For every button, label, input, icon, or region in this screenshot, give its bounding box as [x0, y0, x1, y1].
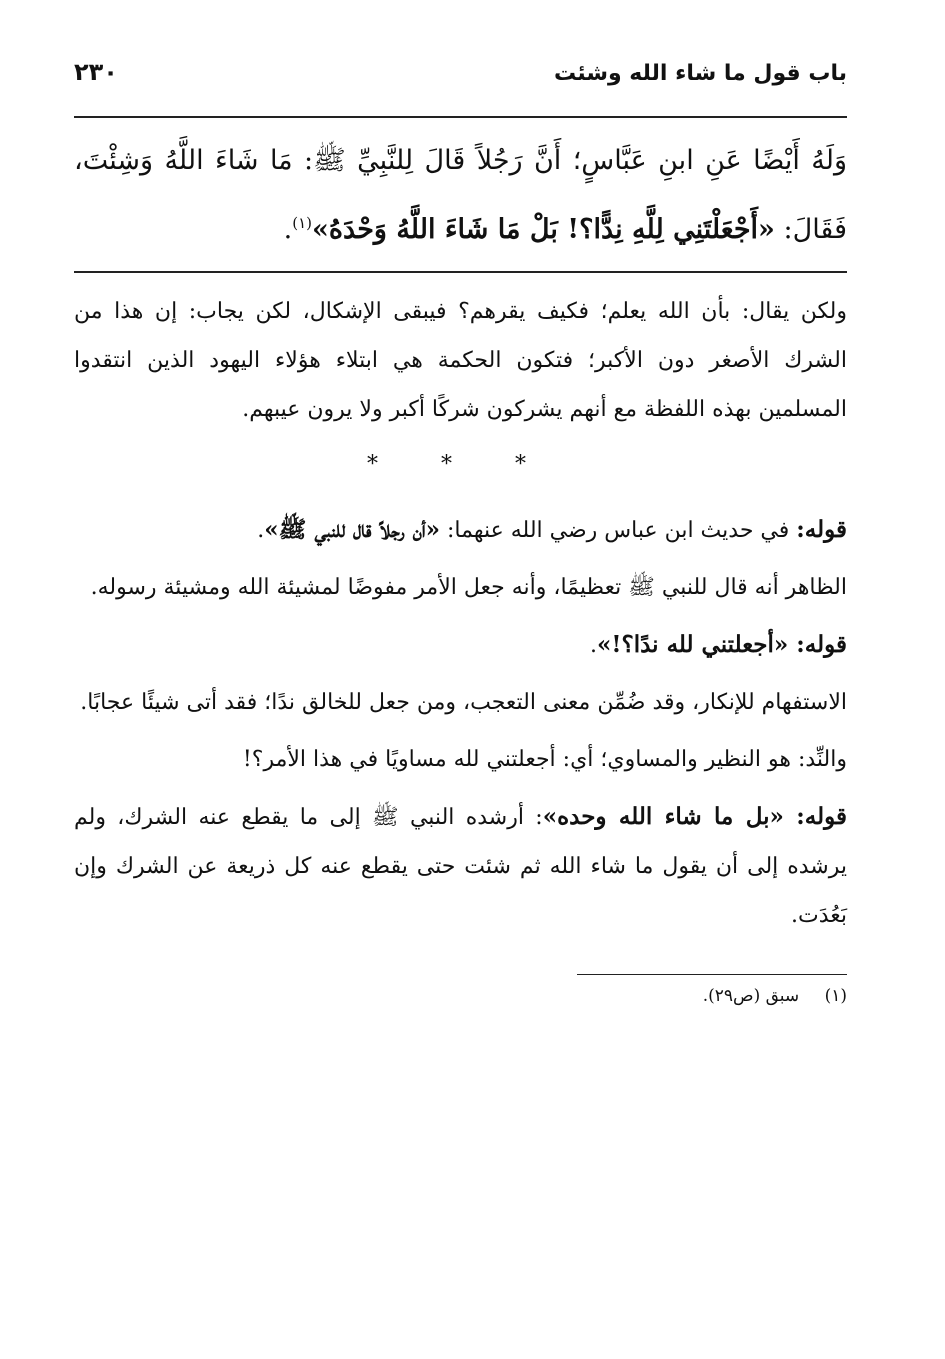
qawluh-label: قوله:: [796, 631, 847, 658]
footnote-text: سبق (ص٢٩).: [702, 986, 800, 1006]
footnote: [74, 983, 847, 1009]
header-rule: [74, 116, 847, 118]
chapter-title: باب قول ما شاء الله وشئت: [554, 61, 847, 86]
hadith-rule: [74, 271, 847, 273]
commentary-paragraph-1: ولكن يقال: بأن الله يعلم؛ فكيف يقرهم؟ فيبقى الإشكال، لكن يجاب: إن هذا من الشرك الأصغر دون الأكبر؛ فتكون الحكمة هي ابتلاء هؤلاء اليهود الذين انتقدوا المسلمين بهذه اللفظة مع أنهم يشركون شركًا أكبر ولا يرون عيبهم.: [74, 299, 847, 422]
qawluh-label: قوله:: [796, 803, 847, 830]
commentary-paragraph-2: قوله: في حديث ابن عباس رضي الله عنهما: «أن رجلاً قال للنبي ﷺ».: [257, 516, 847, 543]
commentary-paragraph-7: قوله: «بل ما شاء الله وحده»: أرشده النبي ﷺ إلى ما يقطع عنه الشرك، ولم يرشده إلى أن يقول ما شاء الله ثم شئت حتى يقطع عنه كل ذريعة عن الشرك وإن بَعُدَت.: [74, 803, 847, 928]
commentary-paragraph-3: الظاهر أنه قال للنبي ﷺ تعظيمًا، وأنه جعل الأمر مفوضًا لمشيئة الله ومشيئة رسوله.: [90, 575, 847, 600]
quoted-text: «أجعلتني لله ندًا؟!»: [597, 631, 797, 658]
footnote-rule: [577, 974, 847, 975]
hadith-text: وَلَهُ أَيْضًا عَنِ ابنِ عَبَّاسٍ؛ أَنَّ رَجُلاً قَالَ لِلنَّبِيِّ ﷺ: مَا شَاءَ اللَّهُ وَشِئْتَ، فَقَالَ: «أَجْعَلْتَنِي لِلَّهِ نِدًّا؟! بَلْ مَا شَاءَ اللَّهُ وَحْدَهُ»$^{(١)}$.: [74, 145, 847, 245]
qawluh-label: قوله:: [796, 516, 847, 543]
page-header: [74, 58, 847, 108]
footnote-ref[interactable]: (١): [292, 214, 312, 232]
hadith-quote: «أَجْعَلْتَنِي لِلَّهِ نِدًّا؟! بَلْ مَا شَاءَ اللَّهُ وَحْدَهُ»: [312, 214, 775, 245]
section-separator: * * *: [367, 452, 554, 477]
commentary-paragraph-5: الاستفهام للإنكار، وقد ضُمِّن معنى التعجب، ومن جعل للخالق ندًا؛ فقد أتى شيئًا عجابًا.: [80, 690, 847, 715]
book-page: [74, 58, 847, 1339]
hadith-intro: وَلَهُ أَيْضًا عَنِ ابنِ عَبَّاسٍ؛ أَنَّ رَجُلاً قَالَ لِلنَّبِيِّ ﷺ: مَا شَاءَ اللَّهُ وَشِئْتَ، فَقَالَ:: [74, 145, 847, 245]
commentary-paragraph-6: والنِّد: هو النظير والمساوي؛ أي: أجعلتني لله مساويًا في هذا الأمر؟!: [242, 747, 847, 772]
page-number: ٢٣٠: [74, 58, 118, 86]
quoted-text: «أن رجلاً قال للنبي ﷺ»: [264, 516, 441, 543]
quoted-text: «بل ما شاء الله وحده»: [542, 803, 797, 830]
commentary-paragraph-4: قوله: «أجعلتني لله ندًا؟!».: [590, 631, 847, 658]
footnote-number: (١): [824, 986, 847, 1006]
